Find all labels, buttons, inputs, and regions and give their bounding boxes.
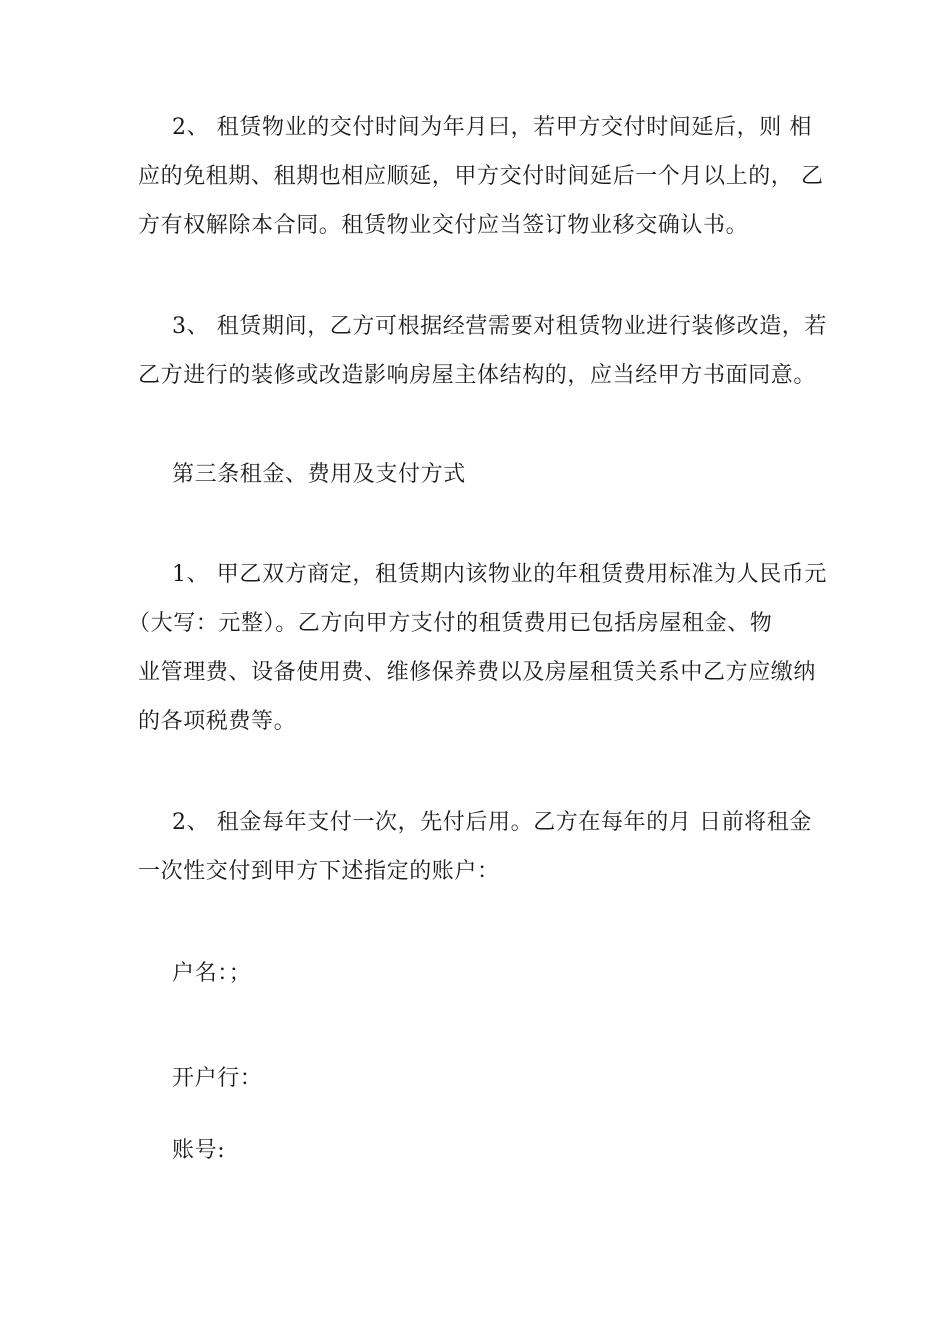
account-name-label: 户名：； <box>172 961 252 986</box>
clause-2-2-line-3: 方有权解除本合同。租赁物业交付应当签订物业移交确认书。 <box>138 213 749 238</box>
clause-3-1-line-4: 的各项税费等。 <box>138 709 297 734</box>
account-number-label: 账号: <box>172 1138 226 1163</box>
clause-3-2-line-2: 一次性交付到甲方下述指定的账户： <box>138 859 500 884</box>
clause-3-2-line-1: 2、 租金每年支付一次，先付后用。乙方在每年的月 日前将租金 <box>172 810 812 835</box>
account-bank-label: 开户行： <box>172 1066 263 1091</box>
article-3-heading: 第三条租金、费用及支付方式 <box>172 462 466 487</box>
clause-2-2-line-2: 应的免租期、租期也相应顺延，甲方交付时间延后一个月以上的， 乙 <box>138 164 824 189</box>
clause-3-1-line-3: 业管理费、设备使用费、维修保养费以及房屋租赁关系中乙方应缴纳 <box>138 660 817 685</box>
clause-3-1-line-1: 1、 甲乙双方商定，租赁期内该物业的年租赁费用标准为人民币元 <box>172 562 827 587</box>
clause-2-3-line-1: 3、 租赁期间，乙方可根据经营需要对租赁物业进行装修改造，若 <box>172 314 827 339</box>
clause-2-2-line-1: 2、 租赁物业的交付时间为年月曰，若甲方交付时间延后，则 相 <box>172 115 812 140</box>
clause-2-3-line-2: 乙方进行的装修或改造影响房屋主体结构的，应当经甲方书面同意。 <box>138 363 817 388</box>
clause-3-1-line-2: （大写：元整）。乙方向甲方支付的租赁费用已包括房屋租金、物 <box>128 611 773 636</box>
